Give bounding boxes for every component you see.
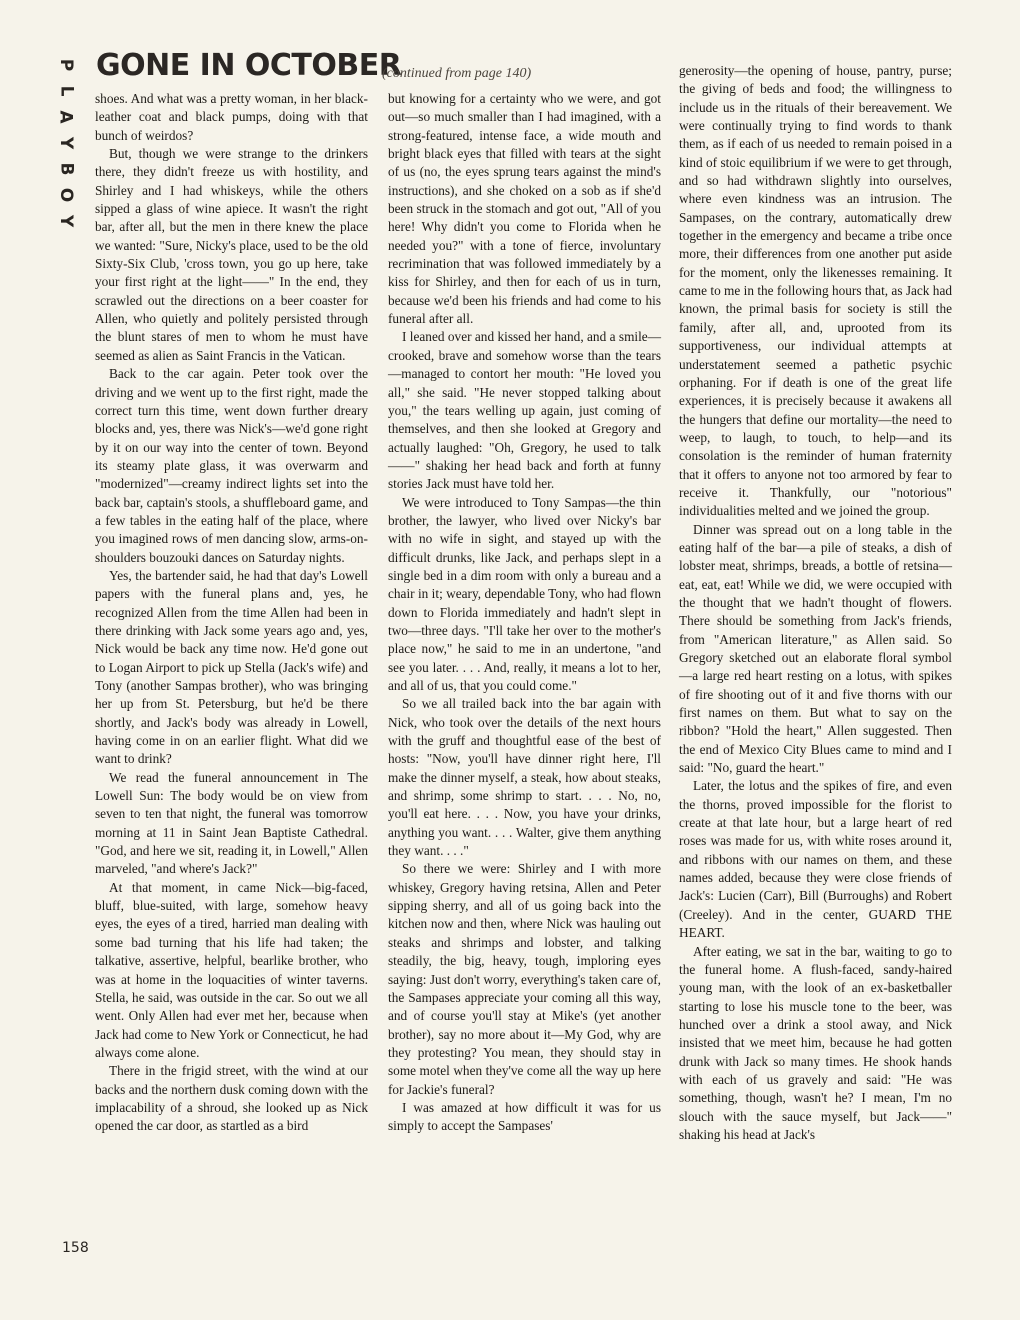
text-column-2 (388, 90, 661, 1136)
paragraph: Back to the car again. Peter took over the driving and we went up to the first right, made the correct turn this time, went down further dreary blocks and, yes, there was Nick's—we'd gone right by it on our way into the center of town. Beyond its steamy plate glass, it was overwarm and "modernized"—creamy indirect lights set into the back bar, captain's stools, a shuffleboard game, and a few tables in the eating half of the place, where you imagined rows of men dancing slow, arms-on-shoulders bouzouki dances on Saturday nights. (95, 366, 368, 565)
paragraph: So there we were: Shirley and I with more whiskey, Gregory having retsina, Allen and Peter sipping sherry, and all of us going back into the kitchen now and then, where Nick was hauling out steaks and shrimps and lobster, and talking steadily, the big, heavy, tough, imploring eyes saying: Just don't worry, everything's taken care of, the Sampases appreciate your coming all this way, and of course you'll stay at Mike's (yet another brother), say no more about it—My God, why are they protesting? You mean, they should stay in some motel when they've come all the way up here for Jackie's funeral? (388, 861, 661, 1097)
paragraph: We were introduced to Tony Sampas—the thin brother, the lawyer, who lived over Nicky's bar with no wife in sight, and stayed up with the difficult drunks, like Jack, and perhaps slept in a single bed in a dim room with only a bureau and a chair in it; weary, dependable Tony, who had flown down to Florida immediately and hadn't slept in two—three days. "I'll take her over to the mother's place now," he said to me in an undertone, "and see you later. . . . And, really, it means a lot to her, and all of us, that you could come." (388, 494, 661, 693)
paragraph: Later, the lotus and the spikes of fire, and even the thorns, proved impossible for the florist to create at that late hour, but a large heart of red roses was made for us, with white roses around it, and ribbons with our names on them, and these names added, because they were close friends of Jack's: Lucien (Carr), Bill (Burroughs) and Robert (Creeley). And in the center, GUARD THE HEART. (679, 778, 952, 941)
paragraph: Dinner was spread out on a long table in the eating half of the bar—a pile of steaks, a dish of lobster meat, shrimps, breads, a bottle of retsina—eat, eat, eat! While we did, we were occupied with the thought that we hadn't thought of flowers. There should be something from Jack's friends, from "American literature," as Allen said. So Gregory sketched out an elaborate floral symbol —a large red heart resting on a lotus, with spikes of fire shooting out of it and five thorns with our first names on them. But what to say on the ribbon? "Hold the heart," Allen suggested. Then the end of Mexico City Blues came to mind and I said: "No, guard the heart." (679, 521, 952, 776)
paragraph: But, though we were strange to the drinkers there, they didn't freeze us with hostility, and Shirley and I had whiskeys, while the others sipped a glass of wine apiece. It wasn't the right bar, after all, but the men in there knew the place we wanted: "Sure, Nicky's place, used to be the old Sixty-Six Club, 'cross town, you go up here, take your first right at the light——" In the end, they scrawled out the directions on a beer coaster for Allen, who quietly and politely persisted through the blunt stares of men to whom he must have seemed as alien as Saint Francis in the Vatican. (95, 146, 368, 363)
sidebar-letter: Y (56, 214, 76, 228)
paragraph: After eating, we sat in the bar, waiting to go to the funeral home. A flush-faced, sandy-haired young man, with the look of an ex-basketballer starting to lose his muscle tone to the beer, was hunched over a drink a stool away, and Nick insisted that we meet him, because he had gotten drunk with Jack so many times. He shook hands with each of us gravely and said: "He was something, though, wasn't he? I mean, I'm no slouch with the sauce myself, but Jack——" shaking his head at Jack's (679, 943, 952, 1142)
article-headline: GONE IN OCTOBER (96, 48, 402, 83)
sidebar-letter: Y (56, 136, 76, 150)
sidebar-letter: O (55, 187, 76, 203)
paragraph: I leaned over and kissed her hand, and a smile—crooked, brave and somehow worse than the tears—managed to contort her mouth: "He loved you all," she said. "He never stopped talking about you," the tears welling up again, just coming of themselves, and then she looked at Gregory and actually laughed: "Oh, Gregory, he used to talk——" shaking her head back and forth at funny stories Jack must have told her. (388, 329, 661, 492)
magazine-name-vertical (52, 52, 80, 234)
text-column-1 (95, 90, 368, 1136)
paragraph: Yes, the bartender said, he had that day's Lowell papers with the funeral plans and, yes, he recognized Allen from the time Allen had been in there drinking with Jack some years ago and, yes, Nick would be back any time now. He'd gone out to Logan Airport to pick up Stella (Jack's wife) and Tony (another Sampas brother), who was bringing her up from St. Petersburg, but he'd be there shortly, and Jack's body was already in Lowell, having come in on an earlier flight. What did we want to drink? (95, 567, 368, 767)
text-column-3 (679, 62, 952, 1144)
paragraph: I was amazed at how difficult it was for us simply to accept the Sampases' (388, 1099, 661, 1134)
continued-note: (continued from page 140) (382, 66, 532, 81)
sidebar-letter: A (55, 110, 76, 124)
paragraph: There in the frigid street, with the wind at our backs and the northern dusk coming down with the implacability of a shroud, she looked up as Nick opened the car door, as startled as a bird (95, 1063, 368, 1134)
paragraph: shoes. And what was a pretty woman, in her black-leather coat and black pumps, doing with that bunch of weirdos? (95, 91, 368, 143)
paragraph: generosity—the opening of house, pantry, purse; the giving of beds and food; the willingness to include us in the rituals of their bereavement. We were continually trying to find words to thank them, as if each of us needed to remain poised in a kind of stoic equilibrium if we were to get through, and so had withdrawn slightly into ourselves, where even kindness was an intrusion. The Sampases, on the contrary, automatically drew together in the emergency and became a tribe once more, their differences from one another put aside for the moment, only the likenesses remaining. It came to me in the following hours that, as Jack had known, the primal basis for society is still the family, after all, and, uprooted from its supportiveness, our individual attempts at understatement seemed a pathetic psychic orphaning. For if death is one of the great life experiences, it is precisely because it awakens all the hungers that define our mortality—the need to weep, to laugh, to touch, to help—and its consolation is the reminder of human fraternity that it offers to anyone not too armored by fear to receive it. Thankfully, our "notorious" individualities melted and we joined the group. (679, 63, 952, 519)
sidebar-letter: L (56, 85, 76, 97)
sidebar-letter: B (56, 162, 76, 176)
paragraph: So we all trailed back into the bar again with Nick, who took over the details of the next hours with the gruff and thoughtful ease of the best of hosts: "Now, you'll have dinner right here, I'll make the dinner myself, a steak, how about steaks, and shrimp, some shrimp to start. . . . No, no, you'll eat here. . . . Now, you have your drinks, anything you want. . . . Walter, give them anything they want. . . ." (388, 696, 661, 859)
paragraph: At that moment, in came Nick—big-faced, bluff, blue-suited, with large, somehow heavy eyes, the eyes of a tired, harried man dealing with some bad turning that his life had taken; the talkative, assertive, helpful, bearlike brother, who was at home in the loquacities of winter taverns. Stella, he said, was outside in the car. So out we all went. Only Allen had ever met her, because when Jack had come to New York or Connecticut, he had always come alone. (95, 879, 368, 1060)
paragraph: We read the funeral announcement in The Lowell Sun: The body would be on view from seven to ten that night, the funeral was tomorrow morning at 11 in Saint Jean Baptiste Cathedral. "God, and here we sit, reading it, in Lowell," Allen marveled, "and where's Jack?" (95, 769, 368, 877)
page-number: 158 (62, 1240, 89, 1256)
sidebar-letter: P (56, 58, 76, 72)
paragraph: but knowing for a certainty who we were, and got out—so much smaller than I had imagined, with a strong-featured, intense face, a wide mouth and bright black eyes that filled with tears at the sight of us (no, the eyes sprung tears against the mind's instructions), and she choked on a sob as if she'd been struck in the stomach and got out, "All of you here! Why didn't you come to Florida when he needed you?" with a tone of fierce, involuntary recrimination that was followed immediately by a kiss for Shirley, and then for each of us in turn, because we'd been his friends and had come to his funeral after all. (388, 91, 661, 327)
